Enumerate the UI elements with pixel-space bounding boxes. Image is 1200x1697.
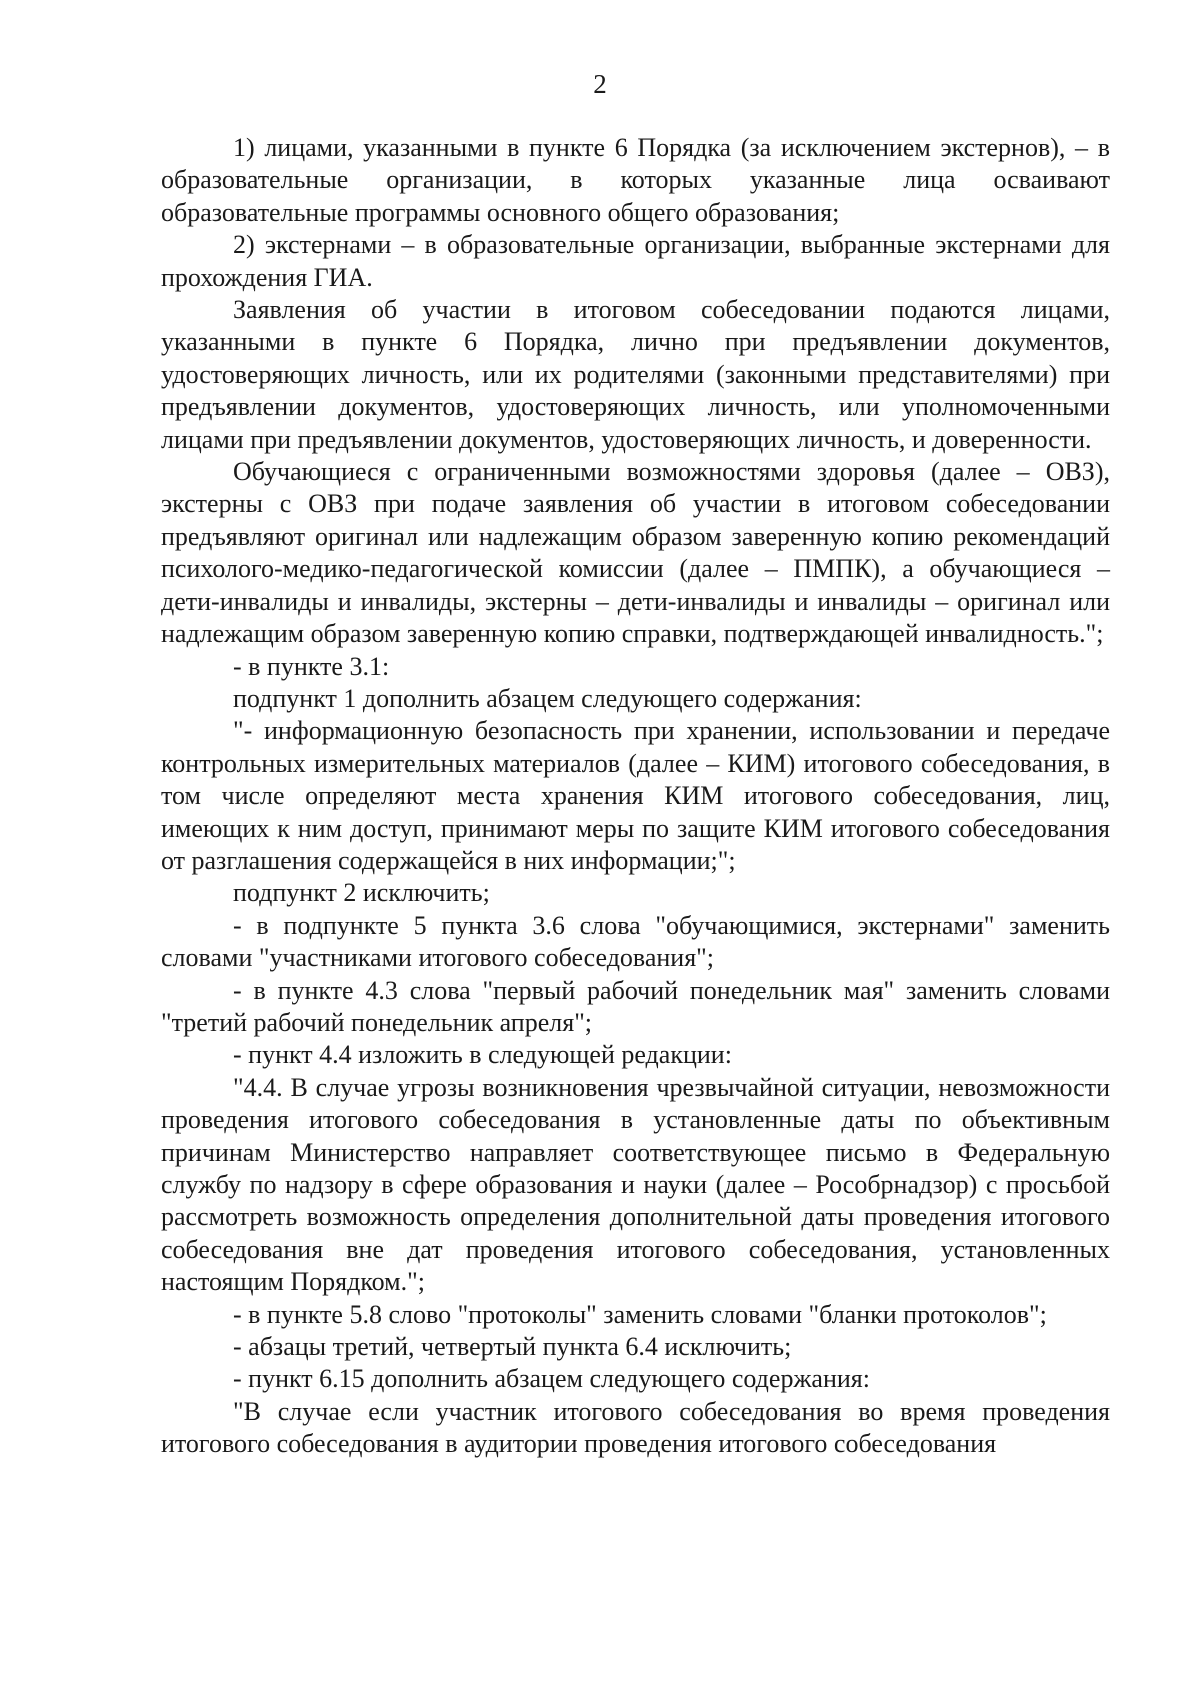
paragraph: Заявления об участии в итоговом собеседовании подаются лицами, указанными в пункте 6 Порядка, лично при предъявлении документов, удостоверяющих личность, или их родителями (законными представителями) при предъявлении документов, удостоверяющих личность, или уполномоченными лицами при предъявлении документов, удостоверяющих личность, и доверенности. <box>161 295 1110 454</box>
paragraph: - абзацы третий, четвертый пункта 6.4 исключить; <box>233 1332 792 1362</box>
paragraph: "В случае если участник итогового собеседования во время проведения итогового собеседования в аудитории проведения итогового собеседования <box>161 1396 1110 1459</box>
paragraph: "- информационную безопасность при хранении, использовании и передаче контрольных измерительных материалов (далее – КИМ) итогового собеседования, в том числе определяют места хранения КИМ итогового собеседования, лиц, имеющих к ним доступ, принимают меры по защите КИМ итогового собеседования от разглашения содержащейся в них информации;"; <box>161 716 1110 875</box>
paragraph: 1) лицами, указанными в пункте 6 Порядка (за исключением экстернов), – в образовательные организации, в которых указанные лица осваивают образовательные программы основного общего образования; <box>161 133 1110 227</box>
paragraph: подпункт 1 дополнить абзацем следующего содержания: <box>233 683 862 713</box>
paragraph: - в пункте 5.8 слово "протоколы" заменить словами "бланки протоколов"; <box>233 1299 1047 1329</box>
document-body <box>161 132 1110 1461</box>
paragraph: - пункт 6.15 дополнить абзацем следующего содержания: <box>233 1364 870 1394</box>
paragraph: - в подпункте 5 пункта 3.6 слова "обучающимися, экстернами" заменить словами "участниками итогового собеседования"; <box>161 910 1110 973</box>
paragraph: подпункт 2 исключить; <box>233 878 490 908</box>
paragraph: "4.4. В случае угрозы возникновения чрезвычайной ситуации, невозможности проведения итогового собеседования в установленные даты по объективным причинам Министерство направляет соответствующее письмо в Федеральную службу по надзору в сфере образования и науки (далее – Рособрнадзор) с просьбой рассмотреть возможность определения дополнительной даты проведения итогового собеседования вне дат проведения итогового собеседования, установленных настоящим Порядком."; <box>161 1072 1110 1297</box>
page-number: 2 <box>593 69 607 99</box>
paragraph: - в пункте 4.3 слова "первый рабочий понедельник мая" заменить словами "третий рабочий понедельник апреля"; <box>161 975 1110 1037</box>
paragraph: Обучающиеся с ограниченными возможностями здоровья (далее – ОВЗ), экстерны с ОВЗ при подаче заявления об участии в итоговом собеседовании предъявляют оригинал или надлежащим образом заверенную копию рекомендаций психолого-медико-педагогической комиссии (далее – ПМПК), а обучающиеся – дети-инвалиды и инвалиды, экстерны – дети-инвалиды и инвалиды – оригинал или надлежащим образом заверенную копию справки, подтверждающей инвалидность."; <box>161 457 1110 649</box>
paragraph: - в пункте 3.1: <box>233 651 390 681</box>
paragraph: 2) экстернами – в образовательные организации, выбранные экстернами для прохождения ГИА. <box>161 230 1110 292</box>
paragraph: - пункт 4.4 изложить в следующей редакции: <box>233 1040 732 1070</box>
